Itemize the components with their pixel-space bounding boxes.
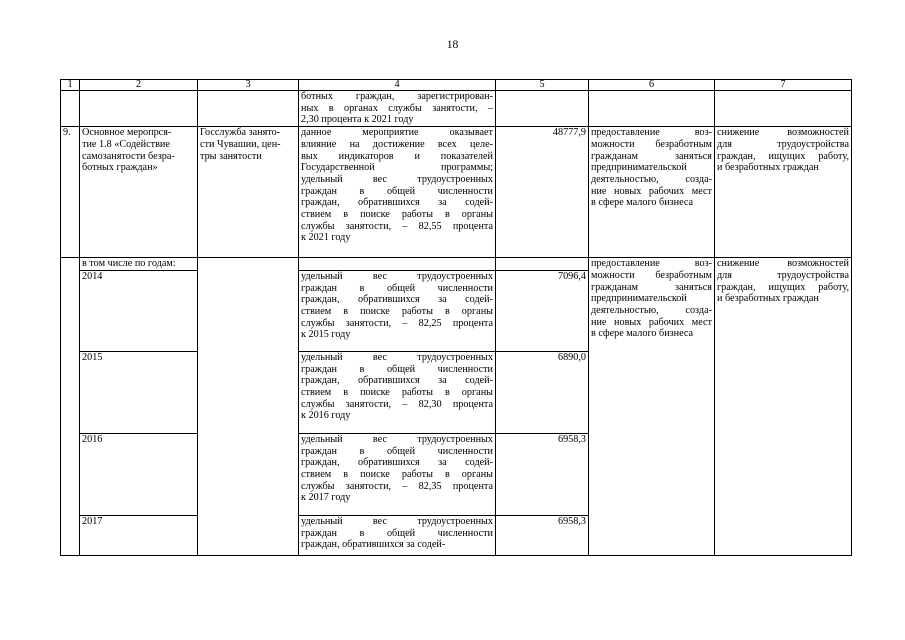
page-number: 18 xyxy=(446,39,459,51)
year-indicator: удельный вес трудоустроенных граждан в общей численности граждан, обратившихся за содей- ствием в поиске работы в органы службы занятости, – 82,35 процента к 2017 году xyxy=(299,433,496,515)
risk-description: снижение возможностей для трудоустройства граждан, ищущих работу, и безработных граждан xyxy=(715,127,852,258)
cell-empty xyxy=(61,91,80,127)
cell-empty xyxy=(80,91,198,127)
year-label: 2015 xyxy=(80,351,198,433)
risk-description: снижение возможностей для трудоустройства граждан, ищущих работу, и безработных граждан xyxy=(715,258,852,556)
year-amount: 6958,3 xyxy=(496,433,589,515)
executor: Госслужба занято- сти Чувашии, цен- тры занятости xyxy=(198,127,299,258)
funding-amount: 48777,9 xyxy=(496,127,589,258)
year-indicator: удельный вес трудоустроенных граждан в общей численности граждан, обратившихся за содей- ствием в поиске работы в органы службы занятости, – 82,30 процента к 2016 году xyxy=(299,351,496,433)
indicator-continuation: ботных граждан, зарегистрирован- ных в органах службы занятости, – 2,30 процента к 2021 году xyxy=(299,91,496,127)
column-numbers-row xyxy=(61,80,852,91)
cell-empty xyxy=(61,258,80,556)
indicator: данное мероприятие оказывает влияние на достижение всех целе- вых индикаторов и показателей Государственной программы; удельный вес трудоустроенных граждан в общей численности граждан, обратившихся за содей- ствием в поиске работы в органы службы занятости, – 82,55 процента к 2021 году xyxy=(299,127,496,258)
expected-result: предоставление воз- можности безработным гражданам заняться предпринимательской деятельностью, созда- ние новых рабочих мест в сфере малого бизнеса xyxy=(589,258,715,556)
by-years-row xyxy=(61,258,852,271)
year-indicator: удельный вес трудоустроенных граждан в общей численности граждан, обратившихся за содей- ствием в поиске работы в органы службы занятости, – 82,25 процента к 2015 году xyxy=(299,270,496,351)
year-amount: 6958,3 xyxy=(496,515,589,555)
measure-name: Основное меропрся- тие 1.8 «Содействие самозанятости безра- ботных граждан» xyxy=(80,127,198,258)
measure-row-9 xyxy=(61,127,852,258)
column-number: 5 xyxy=(496,80,589,91)
year-amount: 7096,4 xyxy=(496,270,589,351)
by-years-label: в том числе по годам: xyxy=(80,258,198,271)
year-label: 2016 xyxy=(80,433,198,515)
column-number: 1 xyxy=(61,80,80,91)
column-number: 6 xyxy=(589,80,715,91)
cell-empty xyxy=(496,258,589,271)
year-amount: 6890,0 xyxy=(496,351,589,433)
column-number: 7 xyxy=(715,80,852,91)
year-label: 2014 xyxy=(80,270,198,351)
cell-empty xyxy=(299,258,496,271)
expected-result: предоставление воз- можности безработным гражданам заняться предпринимательской деятельностью, созда- ние новых рабочих мест в сфере малого бизнеса xyxy=(589,127,715,258)
cell-empty xyxy=(198,258,299,556)
program-measures-table xyxy=(60,79,852,556)
column-number: 4 xyxy=(299,80,496,91)
cell-empty xyxy=(198,91,299,127)
year-indicator: удельный вес трудоустроенных граждан в общей численности граждан, обратившихся за содей- xyxy=(299,515,496,555)
column-number: 2 xyxy=(80,80,198,91)
row-number: 9. xyxy=(61,127,80,258)
year-label: 2017 xyxy=(80,515,198,555)
continuation-row xyxy=(61,91,852,127)
cell-empty xyxy=(496,91,589,127)
cell-empty xyxy=(715,91,852,127)
column-number: 3 xyxy=(198,80,299,91)
cell-empty xyxy=(589,91,715,127)
